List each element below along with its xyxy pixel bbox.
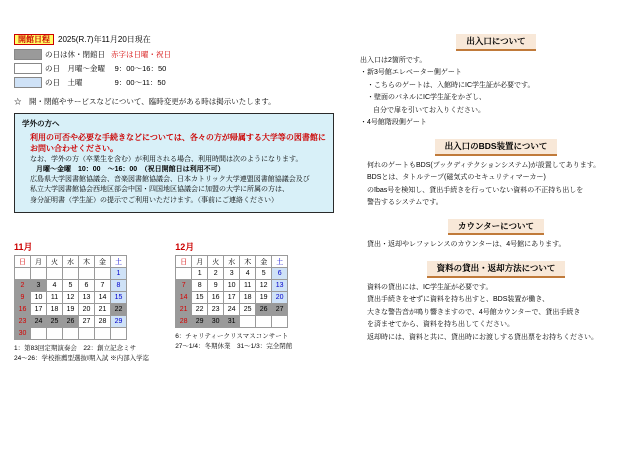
calendar-day-cell: 3 xyxy=(31,280,47,292)
calendar-note: 24～26：学校推薦型選抜Ⅰ期入試 ※内部入学迄 xyxy=(14,354,150,362)
calendar-note: 1：第83回定期演奏会 22：創立記念ミサ xyxy=(14,345,137,352)
section-line: 警告するシステムです。 xyxy=(367,199,443,206)
legend-swatch-closed xyxy=(14,49,42,60)
calendar-week-row xyxy=(15,316,127,328)
weekday-header: 土 xyxy=(272,256,288,268)
weekday-header: 日 xyxy=(15,256,31,268)
notice-line-2: 月曜～金曜 10：00 ～16：00 （祝日開館日は利用不可） xyxy=(36,166,225,174)
calendar-day-cell: 16 xyxy=(15,304,31,316)
weekday-header: 木 xyxy=(240,256,256,268)
calendar-day-cell: 25 xyxy=(240,304,256,316)
calendar-day-cell: 8 xyxy=(111,280,127,292)
notice-line-5: 身分証明書（学生証）の提示でご利用いただけます。（事前にご連絡ください） xyxy=(30,196,278,204)
calendar-note: 27～1/4：冬期休業 31～1/3：完全閉館 xyxy=(175,342,293,350)
calendar-notes xyxy=(14,344,149,364)
section-line: のības号を検知し、貸出手続きを行っていない資料の不正持ち出しを xyxy=(367,186,584,194)
section-loan-return xyxy=(360,261,632,343)
calendar-month-label: 11月 xyxy=(14,242,33,252)
calendar-day-cell: 3 xyxy=(224,268,240,280)
calendar-group xyxy=(14,240,292,364)
weekday-header: 日 xyxy=(176,256,192,268)
temporary-change-note: ☆ 開・閉館やサービスなどについて、臨時変更がある時は掲示いたします。 xyxy=(14,97,276,106)
calendar-day-cell: 13 xyxy=(272,280,288,292)
calendar-day-cell: 1 xyxy=(192,268,208,280)
calendar-day-cell: 14 xyxy=(95,292,111,304)
calendar-day-cell: 10 xyxy=(31,292,47,304)
legend-swatch-saturday xyxy=(14,77,42,88)
calendar-body xyxy=(176,268,288,328)
calendar-month-label: 12月 xyxy=(175,242,195,252)
calendar-week-row xyxy=(176,292,288,304)
calendar-day-cell: 6 xyxy=(272,268,288,280)
legend-label: の日は休・閉館日 xyxy=(45,50,105,59)
calendar-day-cell: 23 xyxy=(208,304,224,316)
weekday-header: 火 xyxy=(208,256,224,268)
weekday-header: 火 xyxy=(47,256,63,268)
calendar-day-cell: 9 xyxy=(208,280,224,292)
legend-swatch-weekday xyxy=(14,63,42,74)
calendar-day-cell: 1 xyxy=(111,268,127,280)
calendar-day-cell: 23 xyxy=(15,316,31,328)
notice-line-3: 広島県大学図書館協議会、音楽図書館協議会、日本カトリック大学連盟図書館協議会及び xyxy=(30,176,310,184)
calendar-day-cell: 5 xyxy=(256,268,272,280)
section-line: 大きな警告音が鳴り響きますので、4号館カウンターで、貸出手続き xyxy=(367,308,581,316)
calendar-day-cell: 22 xyxy=(111,304,127,316)
calendar-day-cell: 11 xyxy=(47,292,63,304)
notice-line-1: なお、学外の方（卒業生を含む）が利用される場合、利用時間は次のようになります。 xyxy=(30,156,303,164)
calendar-day-cell: 19 xyxy=(256,292,272,304)
calendar-week-row xyxy=(176,304,288,316)
section-line: ・4号館階段側ゲート xyxy=(360,119,427,127)
calendar-day-cell: 30 xyxy=(208,316,224,328)
calendar-day-cell xyxy=(79,268,95,280)
calendar-day-cell: 2 xyxy=(15,280,31,292)
schedule-tag: 開館日程 xyxy=(14,34,54,45)
calendar-day-cell: 12 xyxy=(256,280,272,292)
calendar-day-cell: 24 xyxy=(224,304,240,316)
calendar-day-cell xyxy=(95,328,111,340)
calendar-day-cell: 22 xyxy=(192,304,208,316)
calendar-day-cell xyxy=(111,328,127,340)
calendar-week-row xyxy=(176,268,288,280)
legend-row xyxy=(14,49,334,60)
weekday-header: 土 xyxy=(111,256,127,268)
calendar-table xyxy=(14,255,127,340)
section-title: カウンターについて xyxy=(448,219,544,236)
notice-heading: 学外の方へ xyxy=(22,119,60,128)
calendar-december xyxy=(175,240,292,364)
section-line: 自分で扉を引いてお入りください。 xyxy=(373,106,485,114)
legend-row xyxy=(14,63,334,74)
section-line: ・こちらのゲートは、入館時にIC学生証が必要です。 xyxy=(367,81,535,89)
calendar-week-row xyxy=(176,316,288,328)
section-counter xyxy=(360,219,632,251)
calendar-day-cell: 27 xyxy=(79,316,95,328)
calendar-day-cell xyxy=(15,268,31,280)
section-line: BDSとは、タトルテープ(磁気式のセキュリティマーカー) xyxy=(367,174,546,181)
section-line: 出入口は2箇所です。 xyxy=(360,56,427,64)
calendar-day-cell: 2 xyxy=(208,268,224,280)
calendar-day-cell: 5 xyxy=(63,280,79,292)
calendar-day-cell xyxy=(256,316,272,328)
section-line: 何れのゲートもBDS(ブックディテクションシステム)が設置してあります。 xyxy=(367,161,601,169)
calendar-week-row xyxy=(15,328,127,340)
weekday-header: 木 xyxy=(79,256,95,268)
section-line: ・新3号館エレベーター側ゲート xyxy=(360,69,462,77)
calendar-day-cell: 29 xyxy=(192,316,208,328)
right-column xyxy=(360,34,632,353)
calendar-day-cell xyxy=(31,268,47,280)
weekday-header: 月 xyxy=(192,256,208,268)
weekday-header: 水 xyxy=(63,256,79,268)
calendar-day-cell: 26 xyxy=(256,304,272,316)
schedule-header xyxy=(14,34,334,45)
legend xyxy=(14,49,334,88)
calendar-day-cell: 7 xyxy=(95,280,111,292)
weekday-header: 月 xyxy=(31,256,47,268)
weekday-header: 金 xyxy=(95,256,111,268)
calendar-day-cell xyxy=(63,328,79,340)
calendar-note: 6：チャリティークリスマスコンサート xyxy=(175,333,289,340)
calendar-day-cell: 6 xyxy=(79,280,95,292)
calendar-day-cell: 21 xyxy=(95,304,111,316)
calendar-day-cell: 26 xyxy=(63,316,79,328)
calendar-weekday-row xyxy=(15,256,127,268)
calendar-day-cell: 17 xyxy=(31,304,47,316)
calendar-week-row xyxy=(15,268,127,280)
legend-label: の日 土曜 9：00～11：50 xyxy=(45,78,166,87)
calendar-day-cell: 28 xyxy=(176,316,192,328)
calendar-day-cell: 25 xyxy=(47,316,63,328)
weekday-header: 金 xyxy=(256,256,272,268)
calendar-body xyxy=(15,268,127,340)
notice-lead: 利用の可否や必要な手続きなどについては、各々の方が帰属する大学等の図書館にお問い合わせください。 xyxy=(30,132,326,154)
calendar-day-cell: 10 xyxy=(224,280,240,292)
section-bds xyxy=(360,139,632,209)
schedule-date: 2025(R.7)年11月20日現在 xyxy=(58,35,151,44)
section-line: 貸出手続きをせずに資料を持ち出すと、BDS装置が働き、 xyxy=(367,296,550,303)
legend-row xyxy=(14,77,334,88)
calendar-day-cell xyxy=(79,328,95,340)
calendar-day-cell xyxy=(272,316,288,328)
calendar-day-cell: 27 xyxy=(272,304,288,316)
calendar-day-cell xyxy=(240,316,256,328)
calendar-weekday-row xyxy=(176,256,288,268)
calendar-day-cell: 29 xyxy=(111,316,127,328)
calendar-day-cell: 15 xyxy=(111,292,127,304)
calendar-day-cell: 31 xyxy=(224,316,240,328)
calendar-day-cell: 19 xyxy=(63,304,79,316)
calendar-table xyxy=(175,255,288,328)
calendar-day-cell xyxy=(47,268,63,280)
calendar-day-cell: 20 xyxy=(272,292,288,304)
section-line: 貸出・返却やレファレンスのカウンターは、4号館にあります。 xyxy=(367,241,566,249)
section-title: 出入口のBDS装置について xyxy=(435,139,558,156)
legend-label: の日 月曜～金曜 9：00～16：50 xyxy=(45,64,167,73)
calendar-day-cell: 17 xyxy=(224,292,240,304)
calendar-day-cell: 18 xyxy=(47,304,63,316)
section-entrances xyxy=(360,34,632,129)
calendar-week-row xyxy=(15,292,127,304)
calendar-november xyxy=(14,240,149,364)
section-title: 資料の貸出・返却方法について xyxy=(427,261,566,278)
external-users-notice xyxy=(14,113,334,213)
calendar-day-cell: 4 xyxy=(47,280,63,292)
calendar-day-cell: 28 xyxy=(95,316,111,328)
section-title-wrap xyxy=(360,139,632,156)
calendar-week-row xyxy=(15,304,127,316)
section-line: を済ませてから、資料を持ち出してください。 xyxy=(367,321,514,328)
section-title-wrap xyxy=(360,34,632,51)
calendar-day-cell: 15 xyxy=(192,292,208,304)
section-title-wrap xyxy=(360,219,632,236)
section-line: 返却時には、資料と共に、貸出時にお渡しする貸出票をお持ちください。 xyxy=(367,333,598,341)
calendar-day-cell: 8 xyxy=(192,280,208,292)
calendar-day-cell xyxy=(176,268,192,280)
calendar-day-cell: 21 xyxy=(176,304,192,316)
calendar-day-cell: 7 xyxy=(176,280,192,292)
legend-note: 赤字は日曜・祝日 xyxy=(111,50,171,59)
calendar-week-row xyxy=(176,280,288,292)
notice-line-4: 私立大学図書館協会西地区部会中国・四国地区協議会に加盟の大学に所属の方は、 xyxy=(30,186,289,194)
calendar-day-cell: 24 xyxy=(31,316,47,328)
weekday-header: 水 xyxy=(224,256,240,268)
section-line: ・壁面のパネルにIC学生証をかざし、 xyxy=(367,94,486,102)
calendar-day-cell xyxy=(95,268,111,280)
calendar-day-cell: 20 xyxy=(79,304,95,316)
calendar-day-cell: 9 xyxy=(15,292,31,304)
calendar-day-cell: 4 xyxy=(240,268,256,280)
calendar-week-row xyxy=(15,280,127,292)
calendar-day-cell xyxy=(47,328,63,340)
calendar-day-cell: 14 xyxy=(176,292,192,304)
calendar-day-cell: 30 xyxy=(15,328,31,340)
section-line: 資料の貸出には、IC学生証が必要です。 xyxy=(367,283,493,291)
calendar-day-cell xyxy=(63,268,79,280)
calendar-day-cell: 16 xyxy=(208,292,224,304)
calendar-day-cell: 11 xyxy=(240,280,256,292)
section-title-wrap xyxy=(360,261,632,278)
calendar-day-cell: 13 xyxy=(79,292,95,304)
calendar-day-cell: 12 xyxy=(63,292,79,304)
calendar-day-cell xyxy=(31,328,47,340)
section-title: 出入口について xyxy=(456,34,535,51)
calendar-day-cell: 18 xyxy=(240,292,256,304)
calendar-notes xyxy=(175,332,292,352)
left-column xyxy=(14,34,334,213)
